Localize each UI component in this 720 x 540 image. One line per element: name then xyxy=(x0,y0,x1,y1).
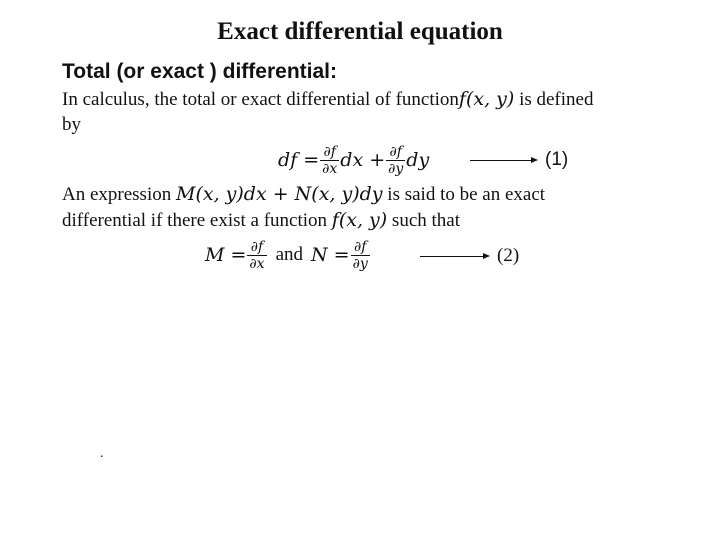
eq2-fraction-df-dy xyxy=(351,239,370,272)
eq1-fraction-1-denominator: ∂x xyxy=(322,160,338,177)
eq1-lhs: df = xyxy=(278,149,320,171)
paragraph-2-line-2-tail: such that xyxy=(387,210,460,231)
footer-dot: . xyxy=(100,446,104,461)
eq2-arrow xyxy=(420,256,488,257)
eq2-fraction-1-denominator: ∂x xyxy=(249,255,265,272)
eq1-fraction-2-denominator: ∂y xyxy=(388,160,404,177)
paragraph-1-line-1 xyxy=(62,88,593,111)
section-heading: Total (or exact ) differential: xyxy=(62,60,337,83)
paragraph-1-line-2: by xyxy=(62,114,81,135)
expression-mdx-ndy: M(x, y)dx + N(x, y)dy xyxy=(175,183,383,205)
eq2-lhs-n: N = xyxy=(311,244,350,266)
eq1-fraction-df-dx xyxy=(320,144,339,177)
eq2-number-label: (2) xyxy=(497,245,520,266)
function-f-xy-2: f(x, y) xyxy=(331,209,388,231)
eq1-fraction-2-numerator: ∂f xyxy=(386,144,405,161)
eq1-number-label: (1) xyxy=(545,149,569,170)
function-f-xy: f(x, y) xyxy=(458,88,515,110)
eq1-fraction-1-numerator: ∂f xyxy=(320,144,339,161)
equation-2 xyxy=(205,233,371,277)
paragraph-2-line-2 xyxy=(62,209,460,232)
paragraph-1-text: In calculus, the total or exact differential of function xyxy=(62,89,459,110)
eq1-dy-term: dy xyxy=(406,149,430,171)
paragraph-2-line-1 xyxy=(62,183,545,206)
eq2-fraction-1-numerator: ∂f xyxy=(247,239,266,256)
paragraph-2-line-2-text: differential if there exist a function xyxy=(62,210,332,231)
paragraph-2-text: An expression xyxy=(62,184,176,205)
eq1-dx-term: dx + xyxy=(340,149,386,171)
eq2-and-word: and xyxy=(275,244,303,265)
paragraph-1-tail: is defined xyxy=(514,89,594,110)
equation-1 xyxy=(278,138,429,182)
eq2-fraction-df-dx xyxy=(247,239,266,272)
eq2-fraction-2-numerator: ∂f xyxy=(351,239,370,256)
eq1-fraction-df-dy xyxy=(386,144,405,177)
eq1-arrow xyxy=(470,160,536,161)
eq2-lhs-m: M = xyxy=(205,244,247,266)
page-title: Exact differential equation xyxy=(217,18,503,45)
paragraph-2-tail: is said to be an exact xyxy=(382,184,546,205)
eq2-fraction-2-denominator: ∂y xyxy=(352,255,368,272)
